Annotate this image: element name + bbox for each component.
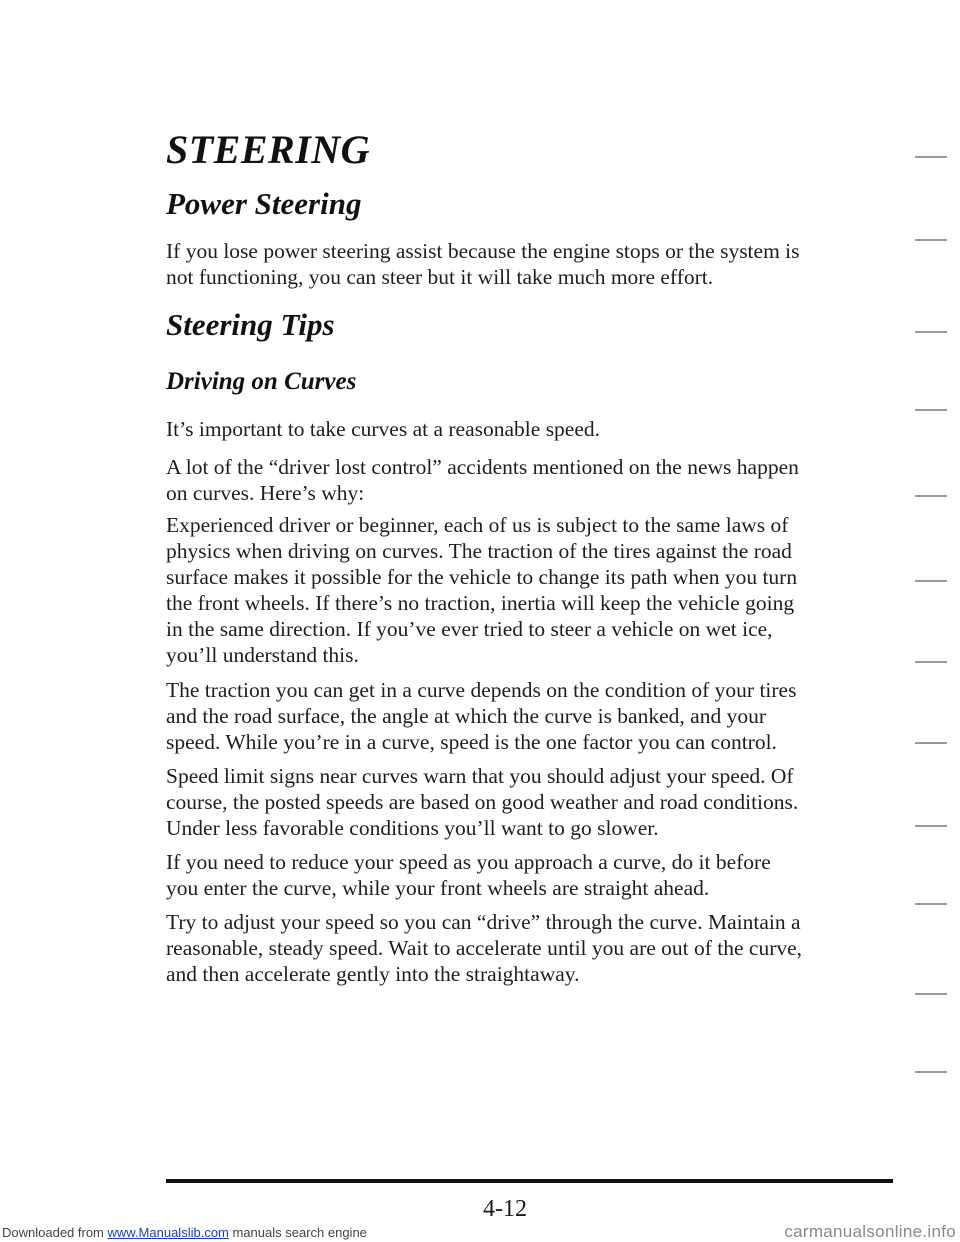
text-line: and then accelerate gently into the straightaway.: [166, 962, 580, 986]
text-line: course, the posted speeds are based on good weather and road conditions.: [166, 790, 799, 814]
paragraph-lost-control: [166, 454, 896, 506]
paragraph-speed-limit-signs: [166, 763, 896, 841]
text-line: Try to adjust your speed so you can “drive” through the curve. Maintain a: [166, 910, 801, 934]
text-line: you’ll understand this.: [166, 643, 359, 667]
download-footer: [0, 1224, 960, 1242]
text-line: A lot of the “driver lost control” accidents mentioned on the news happen: [166, 455, 799, 479]
text-line: you enter the curve, while your front wheels are straight ahead.: [166, 876, 710, 900]
paragraph-reasonable-speed: [166, 416, 896, 442]
text-line: physics when driving on curves. The traction of the tires against the road: [166, 539, 792, 563]
section-heading-power-steering: Power Steering: [166, 186, 362, 221]
page-title: STEERING: [166, 127, 371, 172]
edge-mark: [915, 409, 947, 411]
text-line: on curves. Here’s why:: [166, 481, 365, 505]
text-line: If you lose power steering assist because the engine stops or the system is: [166, 239, 800, 263]
download-suffix: manuals search engine: [228, 1225, 367, 1240]
edge-mark: [915, 993, 947, 995]
paragraph-traction: [166, 677, 896, 755]
text-line: It’s important to take curves at a reasonable speed.: [166, 417, 601, 441]
edge-mark: [915, 661, 947, 663]
text-line: not functioning, you can steer but it will take much more effort.: [166, 265, 714, 289]
paragraph-reduce-speed: [166, 849, 896, 901]
edge-marks: [915, 0, 960, 1242]
page-number: 4-12: [483, 1196, 527, 1222]
edge-mark: [915, 742, 947, 744]
edge-mark: [915, 580, 947, 582]
watermark-text: carmanualsonline.info: [784, 1222, 956, 1241]
text-line: Experienced driver or beginner, each of us is subject to the same laws of: [166, 513, 789, 537]
text-line: Under less favorable conditions you’ll want to go slower.: [166, 816, 659, 840]
text-line: in the same direction. If you’ve ever tried to steer a vehicle on wet ice,: [166, 617, 773, 641]
power-steering-paragraph: [166, 238, 896, 290]
section-heading-steering-tips: Steering Tips: [166, 307, 335, 342]
paragraph-physics: [166, 512, 896, 668]
download-prefix: Downloaded from: [2, 1225, 108, 1240]
subheading-driving-on-curves: Driving on Curves: [166, 368, 357, 395]
download-notice: [2, 1225, 367, 1240]
text-line: Speed limit signs near curves warn that you should adjust your speed. Of: [166, 764, 794, 788]
paragraph-adjust-speed: [166, 909, 896, 987]
edge-mark: [915, 1071, 947, 1073]
edge-mark: [915, 239, 947, 241]
edge-mark: [915, 903, 947, 905]
text-line: and the road surface, the angle at which the curve is banked, and your: [166, 704, 766, 728]
footer-rule: [166, 1179, 893, 1183]
text-line: speed. While you’re in a curve, speed is the one factor you can control.: [166, 730, 777, 754]
text-line: If you need to reduce your speed as you approach a curve, do it before: [166, 850, 771, 874]
text-line: The traction you can get in a curve depends on the condition of your tires: [166, 678, 797, 702]
manualslib-link[interactable]: www.Manualslib.com: [107, 1225, 229, 1240]
edge-mark: [915, 825, 947, 827]
text-line: surface makes it possible for the vehicle to change its path when you turn: [166, 565, 798, 589]
edge-mark: [915, 156, 947, 158]
edge-mark: [915, 495, 947, 497]
text-line: reasonable, steady speed. Wait to accelerate until you are out of the curve,: [166, 936, 803, 960]
text-line: the front wheels. If there’s no traction, inertia will keep the vehicle going: [166, 591, 795, 615]
edge-mark: [915, 331, 947, 333]
